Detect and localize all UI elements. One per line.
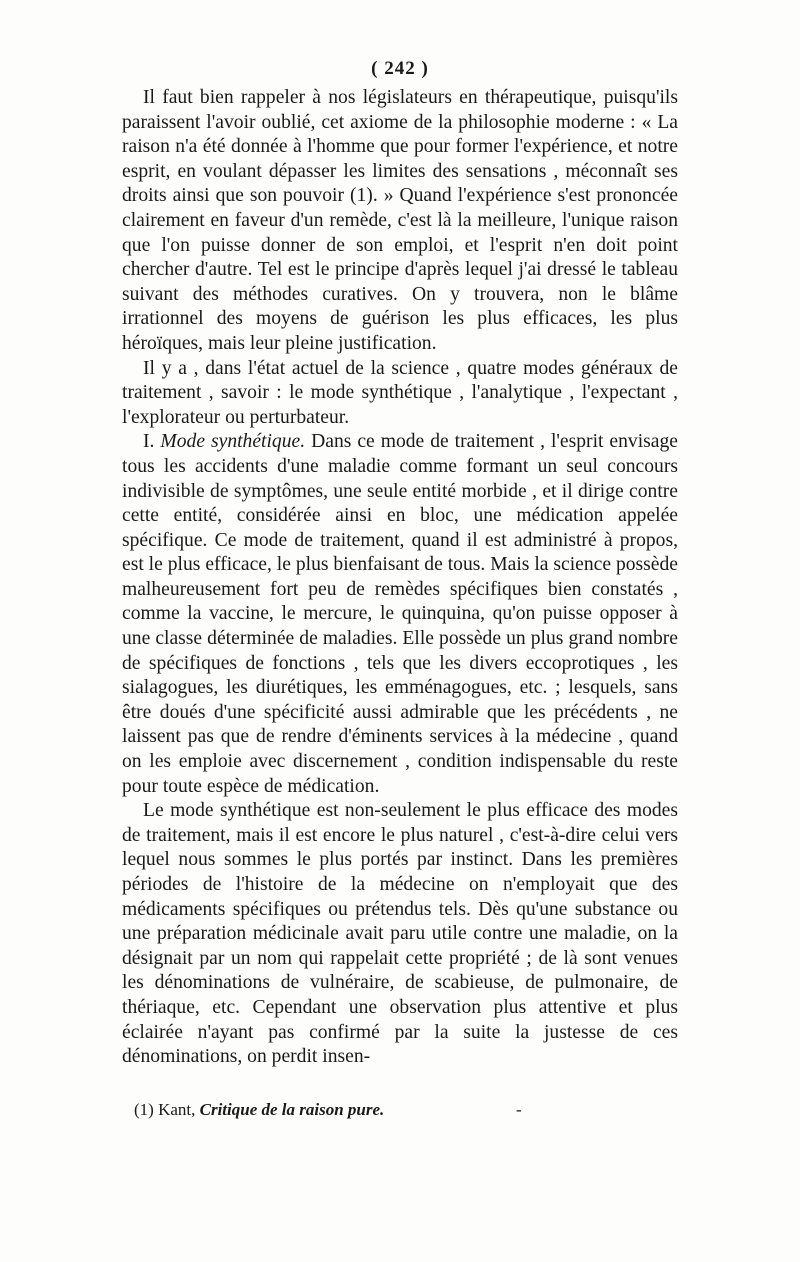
paragraph-2: Il y a , dans l'état actuel de la science , quatre modes généraux de traitement , savoir : le mode synthétique , l'analytique , l'expectant , l'explorateur ou perturbateur. xyxy=(122,357,678,428)
page-number: ( 242 ) xyxy=(371,58,429,79)
paragraph-1: Il faut bien rappeler à nos législateurs en thérapeutique, puisqu'ils paraissent l'avoir oublié, cet axiome de la philosophie moderne : « La raison n'a été donnée à l'homme que pour former l'expérience, et notre esprit, en voulant dépasser les limites des sensations , méconnaît ses droits ainsi que son pouvoir (1). » Quand l'expérience s'est prononcée clairement en faveur d'un remède, c'est là la meilleure, l'unique raison que l'on puisse donner de son emploi, et l'esprit n'en doit point chercher d'autre. Tel est le principe d'après lequel j'ai dressé le tableau suivant des méthodes curatives. On y trouvera, non le blâme irrationnel des moyens de guérison les plus efficaces, les plus héroïques, mais leur pleine justification. xyxy=(122,87,678,354)
section-number: I. xyxy=(143,431,161,453)
section-title: Mode synthétique. xyxy=(160,431,306,453)
paragraph-3 xyxy=(122,430,678,799)
body-text xyxy=(122,86,678,1070)
paragraph-4: Le mode synthétique est non-seulement le plus efficace des modes de traitement, mais il est encore le plus naturel , c'est-à-dire celui vers lequel nous sommes le plus portés par instinct. Dans les premières périodes de l'histoire de la médecine on n'employait que des médicaments spécifiques ou prétendus tels. Dès qu'une substance ou une préparation médicinale avait paru utile contre une maladie, on la désignait par un nom qui rappelait cette propriété ; de là sont venues les dénominations de vulnéraire, de scabieuse, de pulmonaire, de thériaque, etc. Cependant une observation plus attentive et plus éclairée n'ayant pas confirmé par la suite la justesse de ces dénominations, on perdit insen- xyxy=(122,800,678,1068)
footnote-title: Critique de la raison pure. xyxy=(199,1100,385,1119)
paragraph-3-text: Dans ce mode de traitement , l'esprit envisage tous les accidents d'une maladie comme formant un seul concours indivisible de symptômes, une seule entité morbide , et il dirige contre cette entité, considérée ainsi en bloc, une médication appelée spécifique. Ce mode de traitement, quand il est administré à propos, est le plus efficace, le plus bienfaisant de tous. Mais la science possède malheureusement fort peu de remèdes spécifiques bien constatés , comme la vaccine, le mercure, le quinquina, qu'on puisse opposer à une classe déterminée de maladies. Elle possède un plus grand nombre de spécifiques de fonctions , tels que les divers eccoprotiques , les sialagogues, les diurétiques, les emménagogues, etc. ; lesquels, sans être doués d'une spécificité aussi admirable que les précédents , ne laissent pas que de rendre d'éminents services à la médecine , quand on les emploie avec discernement , condition indispensable du reste pour toute espèce de médication. xyxy=(122,431,678,797)
footnote xyxy=(134,1099,674,1121)
footnote-marker: (1) Kant, xyxy=(134,1100,200,1119)
footnote-dash: - xyxy=(516,1100,522,1119)
